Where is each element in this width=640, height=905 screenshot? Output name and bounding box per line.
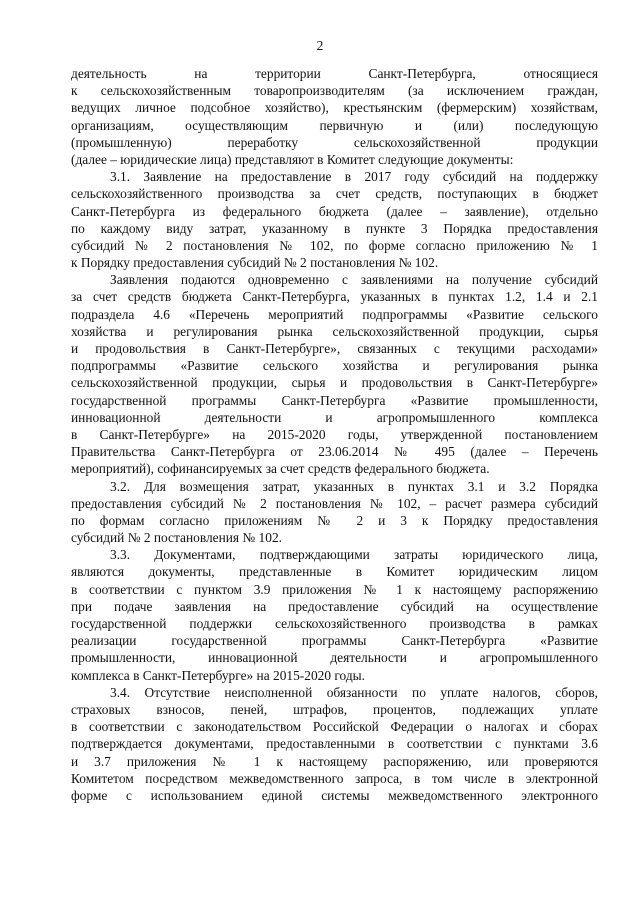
text-line: Комитетом посредством межведомственного запроса, в том числе в электронной [71, 770, 598, 786]
text-line: Правительства Санкт-Петербурга от 23.06.2014 № 495 (далее – Перечень [71, 444, 598, 460]
text-line: по каждому виду затрат, указанному в пункте 3 Порядка предоставления [71, 220, 598, 236]
text-line: в соответствии с законодательством Российской Федерации о налогах и сборах [71, 719, 598, 735]
text-line: и продовольствия в Санкт-Петербурге», связанных с текущими расходами» [71, 341, 598, 356]
page-number: 2 [316, 38, 324, 53]
text-line: 3.3. Документами, подтверждающими затраты юридического лица, [110, 547, 598, 563]
text-line: в Санкт-Петербурге» на 2015-2020 годы, утвержденной постановлением [71, 426, 598, 442]
text-line: форме с использованием единой системы межведомственного электронного [71, 787, 598, 803]
text-line: Санкт-Петербурга из федерального бюджета (далее – заявление), отдельно [71, 203, 598, 219]
text-line: ведущих личное подсобное хозяйство), крестьянским (фермерским) хозяйствам, [71, 100, 598, 116]
text-line: при подаче заявления на предоставление субсидий на осуществление [71, 598, 598, 614]
text-line: по формам согласно приложениям № 2 и 3 к Порядку предоставления [71, 512, 598, 528]
text-line: страховых взносов, пеней, штрафов, процентов, подлежащих уплате [71, 701, 598, 717]
text-line: за счет средств бюджета Санкт-Петербурга, указанных в пунктах 1.2, 1.4 и 2.1 [71, 289, 598, 305]
text-line: комплекса в Санкт-Петербурге» на 2015-2020 годы. [71, 667, 366, 683]
text-line: подраздела 4.6 «Перечень мероприятий подпрограммы «Развитие сельского [71, 306, 598, 322]
text-line: государственной поддержки сельскохозяйственного производства в рамках [71, 616, 598, 631]
text-line: промышленности, инновационной деятельности и агропромышленного [71, 650, 598, 666]
text-line: и 3.7 приложения № 1 к настоящему распоряжению, или проверяются [71, 753, 598, 769]
text-line: мероприятий), софинансируемых за счет средств федерального бюджета. [71, 461, 490, 477]
text-line: (далее – юридические лица) представляют в Комитет следующие документы: [71, 151, 514, 167]
text-line: (промышленную) переработку сельскохозяйственной продукции [71, 134, 598, 150]
text-line: к Порядку предоставления субсидий № 2 постановления № 102. [71, 255, 439, 271]
text-line: инновационной деятельности и агропромышленного комплекса [71, 409, 598, 425]
text-line: Заявления подаются одновременно с заявлениями на получение субсидий [110, 272, 598, 288]
text-line: 3.2. Для возмещения затрат, указанных в пунктах 3.1 и 3.2 Порядка [110, 478, 598, 494]
text-line: субсидий № 2 постановления № 102. [71, 530, 282, 546]
text-line: государственной программы Санкт-Петербурга «Развитие промышленности, [71, 392, 598, 408]
text-line: организациям, осуществляющим первичную и (или) последующую [71, 117, 598, 133]
text-line: 3.4. Отсутствие неисполненной обязанности по уплате налогов, сборов, [110, 684, 598, 700]
text-line: подтверждается документами, предоставленными в соответствии с пунктами 3.6 [71, 736, 598, 752]
text-line: сельскохозяйственного производства за счет средств, поступающих в бюджет [71, 186, 598, 202]
text-line: 3.1. Заявление на предоставление в 2017 году субсидий на поддержку [110, 169, 598, 185]
text-line: в соответствии с пунктом 3.9 приложения № 1 к настоящему распоряжению [71, 581, 598, 597]
text-line: к сельскохозяйственным товаропроизводителям (за исключением граждан, [71, 83, 598, 99]
text-line: хозяйства и регулирования рынка сельскохозяйственной продукции, сырья [71, 323, 598, 339]
text-line: являются документы, представленные в Комитет юридическим лицом [71, 564, 598, 580]
text-line: субсидий № 2 постановления № 102, по форме согласно приложению № 1 [71, 237, 598, 253]
text-line: деятельность на территории Санкт-Петербурга, относящиеся [71, 66, 598, 81]
text-line: подпрограммы «Развитие сельского хозяйства и регулирования рынка [71, 358, 598, 374]
document-body [71, 66, 598, 805]
text-line: реализации государственной программы Санкт-Петербурга «Развитие [71, 633, 598, 649]
text-line: предоставления субсидий № 2 постановления № 102, – расчет размера субсидий [71, 495, 598, 511]
text-line: сельскохозяйственной продукции, сырья и продовольствия в Санкт-Петербурге» [71, 375, 598, 391]
